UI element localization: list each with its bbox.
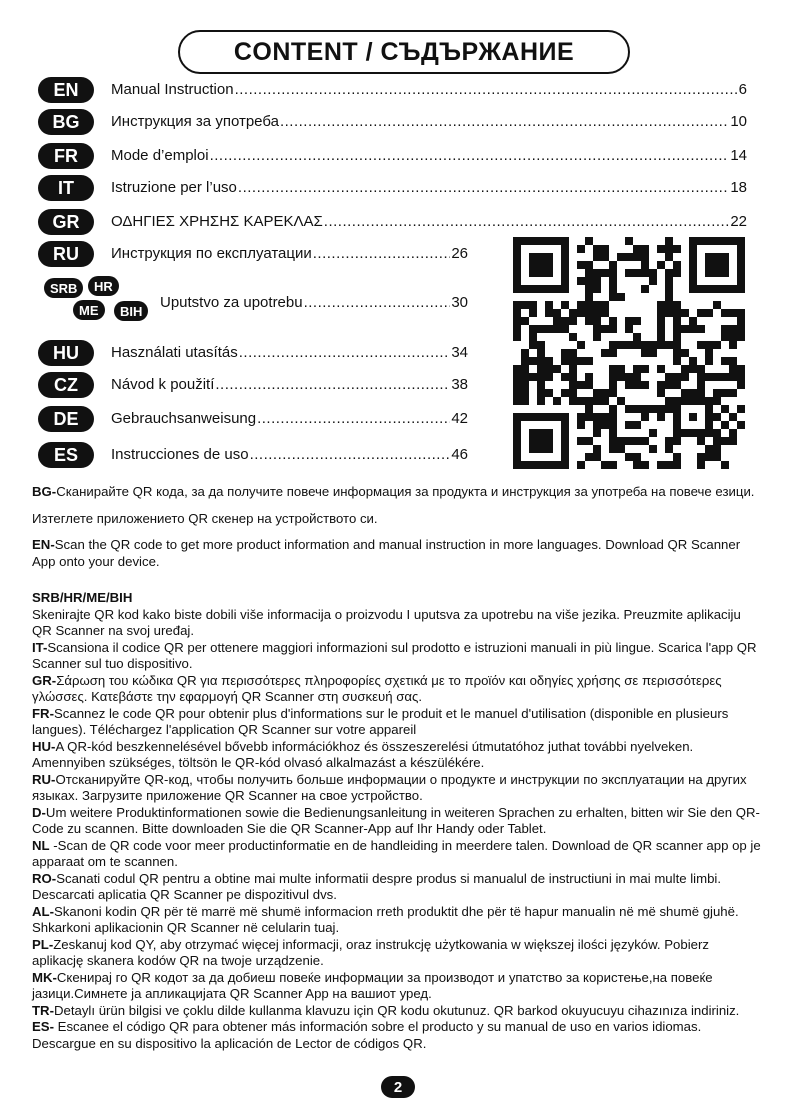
lang-badge-hu: HU bbox=[38, 340, 94, 366]
toc-page: 42 bbox=[451, 410, 468, 427]
toc-label: Návod k použití bbox=[111, 376, 215, 393]
toc-page: 30 bbox=[451, 294, 468, 311]
toc-page: 6 bbox=[738, 81, 747, 98]
intro-text bbox=[32, 484, 762, 570]
toc-row-de bbox=[38, 404, 94, 434]
lang-it bbox=[32, 640, 762, 673]
page-number: 2 bbox=[381, 1076, 415, 1098]
toc-entry-hu bbox=[111, 344, 468, 361]
text: Um weitere Produktinformationen sowie die Bedienungsanleitung in weiteren Sprachen zu erhalten, bitten wir Sie den QR-Code zu scannen. Bitte downloaden Sie die QR Scanner-App auf Ihr Handy oder Tablet. bbox=[32, 804, 760, 836]
lead: EN- bbox=[32, 537, 55, 552]
text: Сканирайте QR кода, за да получите повече информация за продукта и инструкция за употреба на повече езици. bbox=[56, 484, 755, 499]
toc-row-gr bbox=[38, 207, 94, 237]
lead: PL- bbox=[32, 936, 54, 952]
toc-entry-de bbox=[111, 410, 468, 427]
lead: TR- bbox=[32, 1002, 54, 1018]
toc-label: Használati utasítás bbox=[111, 344, 238, 361]
toc-label: Gebrauchsanweisung bbox=[111, 410, 257, 427]
toc-label: ΟΔΗΓΙΕΣ ΧΡΗΣΗΣ ΚΑΡΕΚΛΑΣ bbox=[111, 213, 323, 230]
text: Σάρωση του κώδικα QR για περισσότερες πληροφορίες σχετικά με το προϊόν και οδηγίες χρήσης σε περισσότερες γλώσσες. Κατεβάστε την εφαρμογή QR Scanner στη συσκευή σας. bbox=[32, 672, 722, 704]
toc-row-es bbox=[38, 440, 94, 470]
text: Scansiona il codice QR per ottenere maggiori informazioni sul prodotto e istruzioni manuali in più lingue. Scarica l'app QR Scanner sul tuo dispositivo. bbox=[32, 639, 757, 671]
toc-page: 10 bbox=[730, 113, 747, 130]
lead: NL bbox=[32, 837, 50, 853]
toc-entry-es bbox=[111, 446, 468, 463]
toc-row-fr bbox=[38, 141, 94, 171]
toc-label: Instrucciones de uso bbox=[111, 446, 249, 463]
lang-badge-cz: CZ bbox=[38, 372, 94, 398]
toc-entry-cz bbox=[111, 376, 468, 393]
text: Отсканируйте QR-код, чтобы получить больше информации о продукте и инструкции по эксплуатации на других языках. Загрузите приложение QR Scanner на свое устройство. bbox=[32, 771, 747, 803]
toc-label: Инструкция за употреба bbox=[111, 113, 279, 130]
toc-row-it bbox=[38, 173, 94, 203]
lead: AL- bbox=[32, 903, 54, 919]
lang-badge-ru: RU bbox=[38, 241, 94, 267]
toc-entry-en bbox=[111, 81, 747, 98]
text: Изтеглете приложението QR скенер на устройството си. bbox=[32, 510, 378, 526]
lang-fr bbox=[32, 706, 762, 739]
toc-label: Mode d’emploi bbox=[111, 147, 209, 164]
lang-gr bbox=[32, 673, 762, 706]
paragraph-en bbox=[32, 537, 762, 570]
lang-hu bbox=[32, 739, 762, 772]
lead: IT- bbox=[32, 639, 48, 655]
toc-row-cz bbox=[38, 370, 94, 400]
lang-mk bbox=[32, 970, 762, 1003]
lang-badge-srb: SRB bbox=[44, 278, 83, 298]
toc-entry-ru bbox=[111, 245, 468, 262]
lang-badge-gr: GR bbox=[38, 209, 94, 235]
lang-badge-hr: HR bbox=[88, 276, 119, 296]
toc-row-en bbox=[38, 75, 94, 105]
lang-badge-en: EN bbox=[38, 77, 94, 103]
lang-badge-me: ME bbox=[73, 300, 105, 320]
lead: RU- bbox=[32, 771, 56, 787]
lang-srb bbox=[32, 607, 762, 640]
text: A QR-kód beszkennelésével bővebb információkhoz és összeszerelési útmutatóhoz juthat további nyelveken. Amennyiben szükséges, töltsön le QR-kód olvasó alkalmazást a készülékére. bbox=[32, 738, 694, 770]
lead: D- bbox=[32, 804, 46, 820]
toc-page: 26 bbox=[451, 245, 468, 262]
lead: MK- bbox=[32, 969, 57, 985]
lang-nl bbox=[32, 838, 762, 871]
lang-de bbox=[32, 805, 762, 838]
toc-entry-srb bbox=[160, 294, 468, 311]
text: Skanoni kodin QR për të marrë më shumë informacion rreth produktit dhe për të hapur manualin në më shumë gjuhë. Shkarkoni aplikacionin QR Scanner në celularin tuaj. bbox=[32, 903, 739, 935]
text: Scan the QR code to get more product information and manual instruction in more languages. Download QR Scanner App onto your device. bbox=[32, 537, 741, 569]
lead: BG- bbox=[32, 484, 57, 499]
toc-entry-gr bbox=[111, 213, 747, 230]
toc-label: Инструкция по експлуатации bbox=[111, 245, 312, 262]
toc-page: 22 bbox=[730, 213, 747, 230]
text: Скенирај го QR кодот за да добиеш повеќе информации за производот и упатство за користење,на повеќе јазици.Симнете ја апликацијата QR Scanner App на вашиот уред. bbox=[32, 969, 713, 1001]
lang-al bbox=[32, 904, 762, 937]
text: Escanee el código QR para obtener más información sobre el producto y su manual de uso en varios idiomas. Descargue en su dispositivo la aplicación de Lector de códigos QR. bbox=[32, 1019, 702, 1051]
toc-page: 38 bbox=[451, 376, 468, 393]
text: Scanati codul QR pentru a obtine mai multe informatii despre produs si manualul de instructiuni in mai multe limbi. Descarcati aplicatia QR Scanner pe dispozitivul dvs. bbox=[32, 870, 722, 902]
lang-badge-es: ES bbox=[38, 442, 94, 468]
lang-es bbox=[32, 1019, 762, 1052]
toc-label: Uputstvo za upotrebu bbox=[160, 294, 303, 311]
lead: RO- bbox=[32, 870, 57, 886]
toc-page: 34 bbox=[451, 344, 468, 361]
toc-label: Manual Instruction bbox=[111, 81, 234, 98]
lead: HU- bbox=[32, 738, 56, 754]
lead: ES- bbox=[32, 1019, 54, 1034]
paragraph-bg-download bbox=[32, 511, 762, 528]
lead: GR- bbox=[32, 672, 57, 688]
text: Detaylı ürün bilgisi ve çoklu dilde kullanma klavuzu için QR kodu okutunuz. QR barkod okuyucuyu cihazınıza indiriniz. bbox=[53, 1002, 740, 1018]
toc-entry-bg bbox=[111, 113, 747, 130]
lang-badge-de: DE bbox=[38, 406, 94, 432]
lang-heading bbox=[32, 590, 762, 607]
lead: SRB/HR/ME/BIH bbox=[32, 590, 133, 605]
text: Skenirajte QR kod kako biste dobili više informacija o proizvodu I uputsva za upotrebu na više jezika. Preuzmite aplikaciju QR Scanner na svoj uređaj. bbox=[32, 606, 741, 638]
toc-row-bg bbox=[38, 107, 94, 137]
content-title-box bbox=[178, 30, 630, 74]
lang-badge-bih: BIH bbox=[114, 301, 148, 321]
toc-page: 14 bbox=[730, 147, 747, 164]
lead: FR- bbox=[32, 705, 54, 721]
toc-row-ru bbox=[38, 239, 94, 269]
paragraph-bg bbox=[32, 484, 762, 501]
lang-ru bbox=[32, 772, 762, 805]
text: Scannez le code QR pour obtenir plus d'informations sur le produit et le manuel d'utilisation (disponible en plusieurs langues). Téléchargez l'application QR Scanner sur votre appareil bbox=[32, 705, 729, 737]
lang-pl bbox=[32, 937, 762, 970]
toc-entry-fr bbox=[111, 147, 747, 164]
text: Zeskanuj kod QY, aby otrzymać więcej informacji, oraz instrukcję użytkowania w większej ilości języków. Pobierz aplikację skanera kodów QR na twoje urządzenie. bbox=[32, 936, 709, 968]
languages-block bbox=[32, 590, 762, 1052]
toc-row-hu bbox=[38, 338, 94, 368]
toc-label: Istruzione per l’uso bbox=[111, 179, 237, 196]
lang-badge-fr: FR bbox=[38, 143, 94, 169]
lang-ro bbox=[32, 871, 762, 904]
toc-page: 46 bbox=[451, 446, 468, 463]
lang-badge-bg: BG bbox=[38, 109, 94, 135]
text: -Scan de QR code voor meer productinformatie en de handleiding in meerdere talen. Download de QR scanner app op je apparaat om te scannen. bbox=[32, 837, 761, 869]
toc-entry-it bbox=[111, 179, 747, 196]
lang-badge-it: IT bbox=[38, 175, 94, 201]
content-title: CONTENT / СЪДЪРЖАНИЕ bbox=[233, 37, 575, 66]
toc-page: 18 bbox=[730, 179, 747, 196]
lang-tr bbox=[32, 1003, 762, 1020]
qr-code-icon bbox=[513, 237, 745, 469]
